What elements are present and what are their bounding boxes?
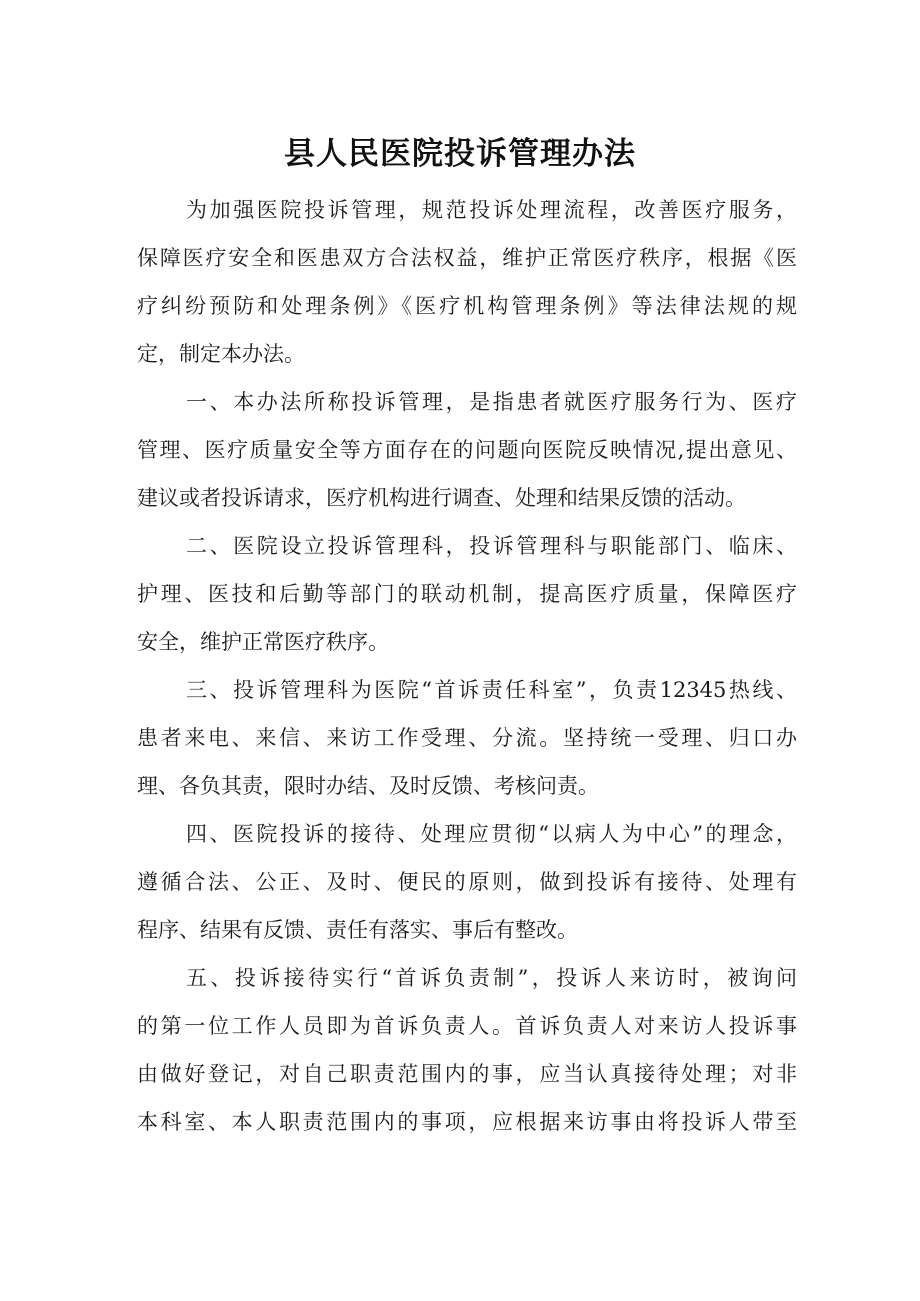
article-2-line-1: 二、医院设立投诉管理科，投诉管理科与职能部门、临床、: [186, 534, 797, 558]
article-3-line-2: 患者来电、来信、来访工作受理、分流。坚持统一受理、归口办: [137, 726, 797, 750]
article-1-line-1: 一、本办法所称投诉管理，是指患者就医疗服务行为、医疗: [186, 390, 797, 414]
article-2-line-2: 护理、医技和后勤等部门的联动机制，提高医疗质量，保障医疗: [137, 582, 797, 606]
article-4-line-1: 四、医院投诉的接待、处理应贯彻“以病人为中心”的理念，: [186, 822, 797, 846]
paragraph-intro-line-2: 保障医疗安全和医患双方合法权益，维护正常医疗秩序，根据《医: [137, 246, 797, 270]
article-3-line-1: 三、投诉管理科为医院“首诉责任科室”，负责12345热线、: [186, 678, 797, 702]
article-5-line-3: 由做好登记，对自己职责范围内的事，应当认真接待处理；对非: [137, 1062, 797, 1086]
article-1-line-2: 管理、医疗质量安全等方面存在的问题向医院反映情况,提出意见、: [137, 438, 797, 462]
paragraph-intro-line-3: 疗纠纷预防和处理条例》《医疗机构管理条例》等法律法规的规: [137, 294, 797, 318]
paragraph-intro-line-4: 定，制定本办法。: [137, 342, 305, 366]
article-5-line-4: 本科室、本人职责范围内的事项，应根据来访事由将投诉人带至: [137, 1110, 797, 1134]
article-2-line-3: 安全，维护正常医疗秩序。: [137, 630, 389, 654]
article-5-line-1: 五、投诉接待实行“首诉负责制”，投诉人来访时，被询问: [186, 966, 797, 990]
document-title: 县人民医院投诉管理办法: [284, 136, 636, 172]
article-1-line-3: 建议或者投诉请求，医疗机构进行调查、处理和结果反馈的活动。: [137, 486, 746, 510]
article-3-line-3: 理、各负其责，限时办结、及时反馈、考核问责。: [137, 774, 599, 798]
article-4-line-2: 遵循合法、公正、及时、便民的原则，做到投诉有接待、处理有: [137, 870, 797, 894]
article-5-line-2: 的第一位工作人员即为首诉负责人。首诉负责人对来访人投诉事: [137, 1014, 797, 1038]
paragraph-intro-line-1: 为加强医院投诉管理，规范投诉处理流程，改善医疗服务，: [186, 198, 797, 222]
article-4-line-3: 程序、结果有反馈、责任有落实、事后有整改。: [137, 918, 578, 942]
